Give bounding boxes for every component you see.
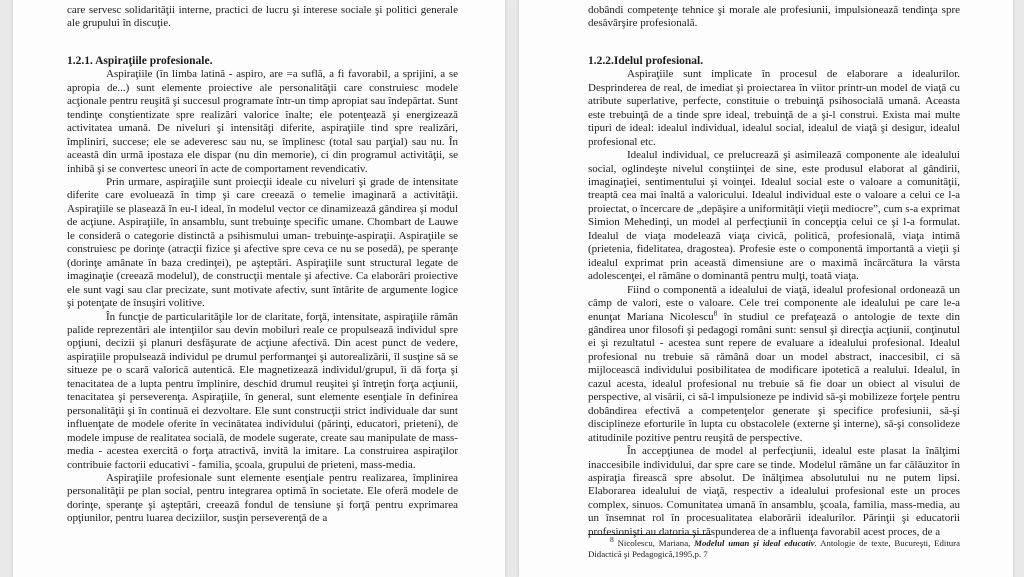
footnote-citation-post: . Antologie de texte, Bucureşti, Editura Didactică şi Pedagogică,1995,p. 7 [588,538,961,559]
section-heading-1-2-1: 1.2.1. Aspiraţiile profesionale. [67,54,213,67]
paragraph-text: în studiul ce prefaţează o antologie de texte din gândirea unor filosofi şi pedagogi români sunt: sensul şi direcţia acţiunii, conţinutul ei şi rezultatul - acestea sunt repere de evaluare a idealului profesional. Idealul profesional nu trebuie să rămână doar un model abstract, inaccesibil, ci să mijlocească individului posibilitatea de modificare ipotetică a realului. Idealul, în cazul acesta, idealul profesional nu trebuie să fie doar un obiect al visului de perspective, al visării, ci să-l impulsioneze pe individ să-şi mobilizeze forţele pentru dobândirea efectivă a competenţelor generate şi specifice profesiunii, să-şi disciplineze eforturile în lupta cu obstacolele (externe şi interne), să-şi consolideze atitudinile pozitive pentru reuşită de perspective. [588,310,960,444]
footnote-separator-rule [588,534,711,535]
footnote-book-title: Modelul uman şi ideal educativ [694,538,815,548]
footnote-marker: 8 [610,535,614,545]
footnote-text [588,535,961,560]
page-right [519,0,1013,577]
footnote [588,534,960,560]
section-heading-1-2-2: 1.2.2.Idelul profesional. [588,54,704,67]
footnote-reference-marker: 8 [713,307,718,317]
paragraph: Prin urmare, aspiraţiile sunt proiecţii ideale cu niveluri şi grade de intensitate diferite care evoluează în timp şi care creează o temelie imaginară a activităţii. Aspiraţiile se plasează în eu-l ideal, în modelul vector ce dinamizează gândirea şi modul de acţiune. Aspiraţiile, în ansamblu, sunt trebuinţe specific umane. Chombart de Lauwe le consideră o categorie distinctă a psihismului uman- trebuinţe-aspiraţii. Aspiraţiile se construiesc pe dorinţe (atracţii fizice şi afective spre ceva ce nu se posedă), pe speranţe (dorinţe amânate în baza credinţei), pe aşteptări. Aspiraţiile sunt structural legate de imaginaţie (creează modelul), de construcţii mentale şi afective. Ca elaborări proiective ele sunt vagi sau clar precizate, sunt motivate afectiv, sunt întărite de argumente logice şi potenţate de însuşiri volitive. [67,175,458,310]
page-right-text-column [588,4,960,539]
paragraph: Aspiraţiile sunt implicate în procesul de elaborare a idealurilor. Desprinderea de real, de imediat şi proiectarea în viitor printr-un model de viaţă cu atribute superlative, perfecte, constituie o trebuinţă psihosocială umană. Aceasta este trebuinţă de a tinde spre ideal, trebuinţă de a şi-l construi. Exista mai multe tipuri de ideal: idealul individual, idealul social, idealul de viaţă şi desigur, idealul profesional etc. [588,68,960,148]
paragraph: Idealul individual, ce prelucrează şi asimilează componente ale idealului social, oglindeşte nivelul conştiinţei de sine, este produsul elaborat al gândirii, imaginaţiei, sentimentului şi voinţei. Idealul social este o valoare a comunităţii, treaptă cea mai înaltă a valoricului. Idealul individual este o valoare a celui ce l-a proiectat, o încercare de „depăşire a uniformităţii vieţii mediocre”, cum s-a exprimat Simion Mehedinţi, un model al perfecţiunii în concepţia celui ce şi l-a formulat. Idealul de viaţa modelează viaţa civică, politică, profesională, viaţa intimă (prietenia, fidelitatea, dragostea). Profesie este o componentă importantă a vieţii şi idealul exprimat prin această dimensiune are o maximă încărcătura la vârsta adolescenţei, el rămâne o dominantă pentru mulţi, toată viaţa. [588,149,960,283]
page-left-text-column [67,4,458,526]
paragraph: Aspiraţiile profesionale sunt elemente esenţiale pentru realizarea, împlinirea personalităţii pe plan social, pentru integrarea optimă în societate. Ele oferă modele de dorinţe, speranţe şi aşteptări, creează fondul de tensiune şi forţă pentru exprimarea opţiunilor, pentru luarea deciziilor, susţin perseverenţă de a [67,471,458,525]
paragraph-text: Fiind o componentă a idealului de viaţă, idealul profesional ordonează un câmp de valori, este o valoare. Cele trei componente ale idealului pe care le-a enunţat Mariana Nicolescu [588,283,960,323]
footnote-citation-pre: Nicolescu, Mariana, [613,538,695,548]
paragraph-continuation: care servesc solidarităţii interne, practici de lucru şi interese sociale şi politici generale ale grupului în discuţie. [67,4,458,30]
page-left [13,0,505,577]
paragraph [588,284,960,445]
paragraph-continuation: dobândi competenţe tehnice şi morale ale profesiunii, impulsionează tendinţa spre desăvârşire profesională. [588,4,960,30]
paragraph: În accepţiunea de model al perfecţiunii, idealul este plasat la înălţimi inaccesibile individului, dar spre care se tinde. Modelul rămâne un far călăuzitor în aspiraţia firească spre absolut. De înălţimea absolutului nu ne putem lipsi. Elaborarea idealului de viaţă, respectiv a idealului profesional este un proces complex, sinuos. Comunitatea umană în ansamblu, şcoala, familia, mass-media, au un însemnat rol în procesualitatea elaborării idealurilor. Părinţii şi educatorii profesionişti au datoria şi răspunderea de a influenţa favorabil acest proces, de a [588,445,960,538]
paragraph: În funcţie de particularităţile lor de claritate, forţă, intensitate, aspiraţiile rămân palide reprezentări ale intenţiilor sau devin mobiluri reale ce propulsează individul spre opţiuni, decizii şi planuri desfăşurate de acţiune afectivă. Din acest punct de vedere, aspiraţiile propulsează individul pe drumul performanţei şi autorealizării, îl susţine să se situeze pe o scară valorică autentică. Ele magnetizează individul/grupul, îi dă forţa şi tenacitatea de a lupta pentru împlinire, deschid drumul reuşitei şi întreţin forţa acţiunii, tenacitatea şi perseverenţa. Aspiraţiile, în general, sunt elemente esenţiale în definirea personalităţii şi în continuă ei dezvoltare. Ele sunt construcţii strict individuale dar sunt influenţate de modele oferite în vecinătatea individului (părinţi, educatori, prieteni), de modele impuse de realitatea socială, de modele sugerate, create sau manipulate de mass-media - acestea exercită o forţa atractivă, invită la imitare. La construirea aspiraţilor contribuie factorii educativi - familia, şcoala, grupului de prieteni, mass-media. [67,310,458,471]
paragraph: Aspiraţiile (în limba latină - aspiro, are =a suflă, a fi favorabil, a sprijini, a se apropia de...) sunt elemente proiective ale personalităţii care construiesc modele acţionale pentru reuşită şi succesul programate într-un timp apropiat sau îndepărtat. Sunt tendinţe conştientizate spre realizări valorice înalte; ele potenţează şi energizează activitatea umană. De niveluri şi intensităţi diferite, aspiraţiile tind spre realizări, împliniri, succese; ele se adeveresc sau nu, se împlinesc (total sau parţial) sau nu. În această din urmă ipostaza ele dispar (nu din memorie), ci din programul activităţii, se inhibă şi se convertesc uneori în acte de comportament revendicativ. [67,68,458,175]
